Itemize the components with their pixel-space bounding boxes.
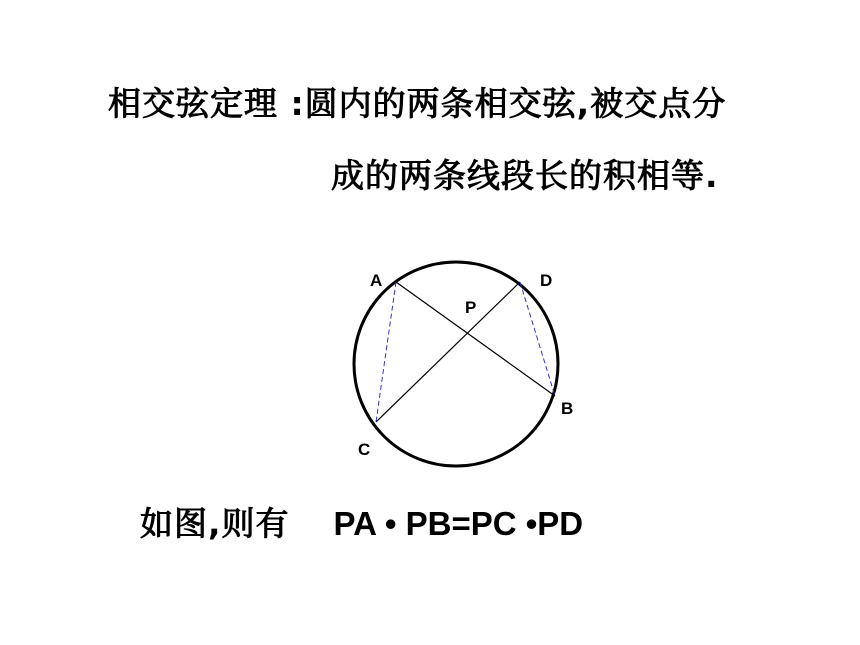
conclusion xyxy=(140,498,583,545)
label-a: A xyxy=(370,271,383,290)
chord-cd xyxy=(376,282,520,422)
conclusion-prefix: 如图,则有 xyxy=(140,504,290,543)
label-b: B xyxy=(561,399,574,418)
dashed-segment-ac xyxy=(376,282,396,422)
label-d: D xyxy=(540,271,553,290)
label-c: C xyxy=(358,440,371,459)
theorem-line-1: 相交弦定理 :圆内的两条相交弦,被交点分 xyxy=(108,84,727,123)
theorem-line-2: 成的两条线段长的积相等. xyxy=(331,156,719,195)
dashed-segment-db xyxy=(520,282,555,396)
label-p: P xyxy=(465,298,477,317)
conclusion-formula: PA • PB=PC •PD xyxy=(333,505,584,542)
